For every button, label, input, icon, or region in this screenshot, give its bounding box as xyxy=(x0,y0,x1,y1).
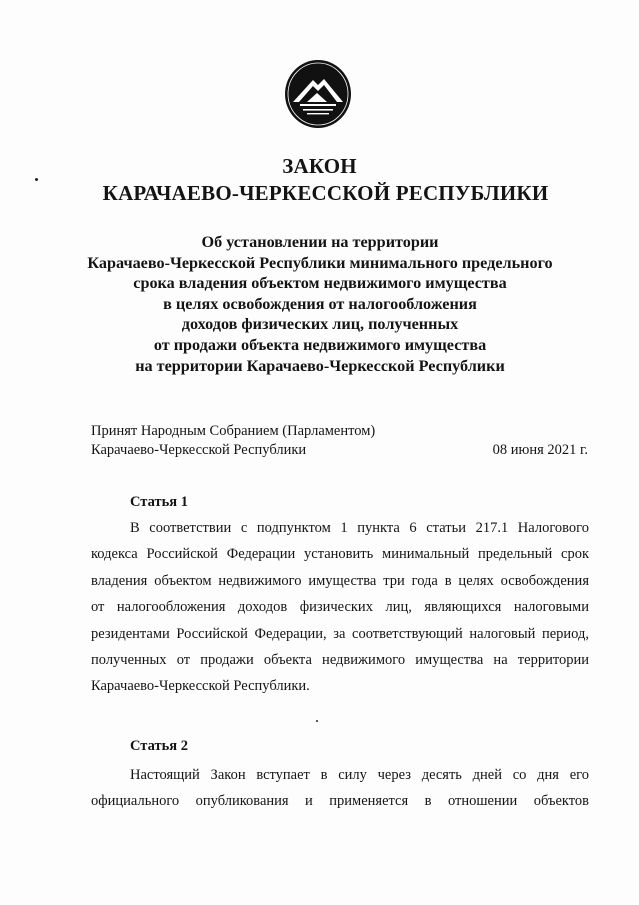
law-subject xyxy=(60,232,580,376)
adoption-info xyxy=(91,422,591,460)
adoption-line: Карачаево-Черкесской Республики xyxy=(91,442,307,458)
law-title: ЗАКОН xyxy=(282,154,357,178)
text-line: официального опубликования и применяется в отношении объектов xyxy=(91,793,589,810)
text-line: владения объектом недвижимого имущества три года в целях освобождения xyxy=(91,572,589,589)
text-line: Карачаево-Черкесской Республики. xyxy=(91,678,310,695)
adoption-line-row xyxy=(91,441,591,460)
subject-line: в целях освобождения от налогообложения xyxy=(163,294,477,313)
law-republic-name: КАРАЧАЕВО-ЧЕРКЕССКОЙ РЕСПУБЛИКИ xyxy=(102,181,549,205)
subject-line: Карачаево-Черкесской Республики минимального предельного xyxy=(87,253,553,272)
scan-speck xyxy=(316,720,318,722)
text-line: Настоящий Закон вступает в силу через десять дней со дня его xyxy=(130,767,589,783)
text-line: полученных от продажи объекта недвижимого имущества на территории xyxy=(91,651,589,668)
scan-speck xyxy=(35,178,38,181)
adoption-line: Принят Народным Собранием (Парламентом) xyxy=(91,423,376,439)
subject-line: Об установлении на территории xyxy=(201,233,439,251)
adoption-date: 08 июня 2021 г. xyxy=(492,442,588,458)
article-1-text xyxy=(91,515,589,700)
text-line: В соответствии с подпунктом 1 пункта 6 статьи 217.1 Налогового xyxy=(130,520,589,536)
subject-line: срока владения объектом недвижимого имущества xyxy=(133,274,507,293)
subject-line: на территории Карачаево-Черкесской Республики xyxy=(135,356,505,375)
subject-line: от продажи объекта недвижимого имущества xyxy=(153,335,487,354)
text-line: резидентами Российской Федерации, за соответствующий налоговый период, xyxy=(91,625,589,642)
article-1-heading: Статья 1 xyxy=(130,494,188,510)
text-line: от налогообложения доходов физических лиц, являющихся налоговыми xyxy=(91,599,589,616)
text-line: кодекса Российской Федерации установить минимальный предельный срок xyxy=(91,546,589,563)
article-2-text xyxy=(91,762,589,815)
republic-emblem-icon xyxy=(283,58,353,130)
article-2-heading: Статья 2 xyxy=(130,738,188,754)
subject-line: доходов физических лиц, полученных xyxy=(181,315,459,334)
